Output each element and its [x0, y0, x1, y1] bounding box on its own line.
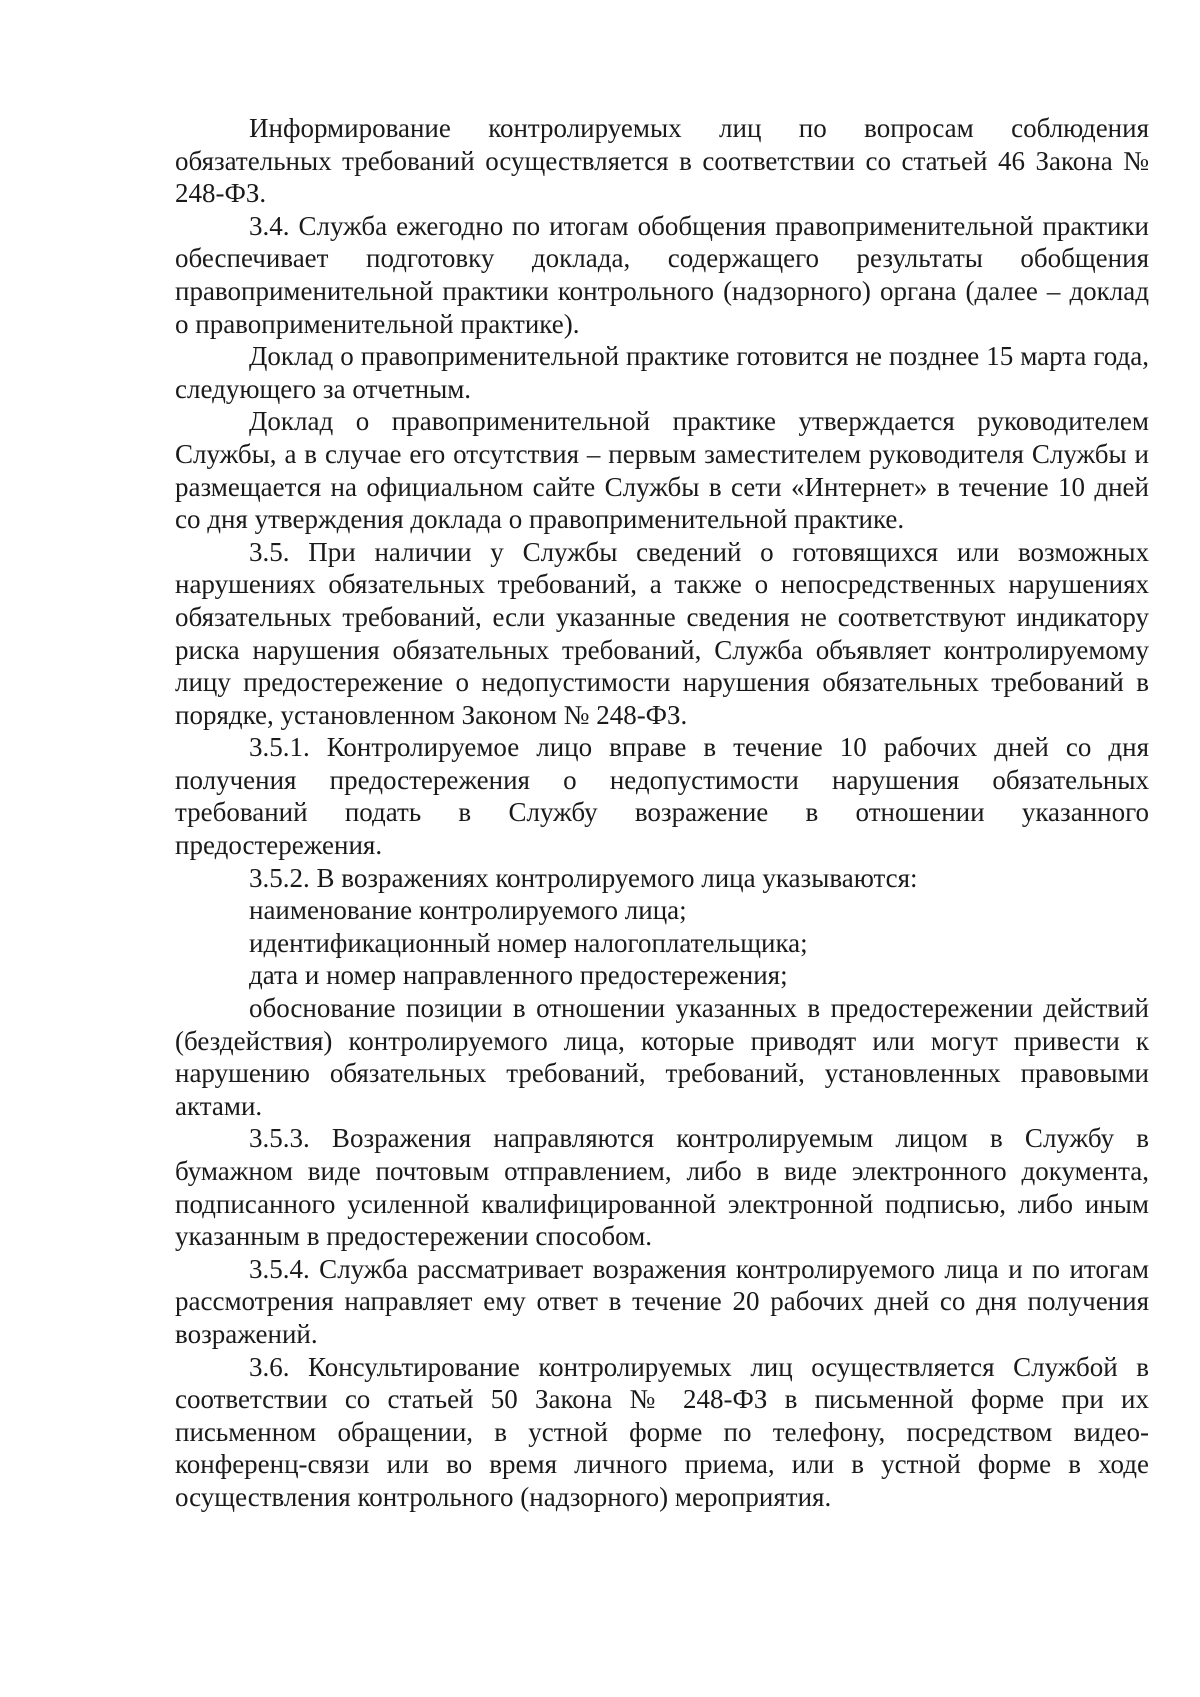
paragraph-3-4: 3.4. Служба ежегодно по итогам обобщения правоприменительной практики обеспечивает подготовку доклада, содержащего результаты обобщения правоприменительной практики контрольного (надзорного) органа (далее – доклад о правоприменительной практике).: [175, 210, 1149, 339]
paragraph-3-5: 3.5. При наличии у Службы сведений о готовящихся или возможных нарушениях обязательных требований, а также о непосредственных нарушениях обязательных требований, если указанные сведения не соответствуют индикатору риска нарушения обязательных требований, Служба объявляет контролируемому лицу предостережение о недопустимости нарушения обязательных требований в порядке, установленном Законом № 248-ФЗ.: [175, 536, 1149, 730]
paragraph-report-approval: Доклад о правоприменительной практике утверждается руководителем Службы, а в случае его отсутствия – первым заместителем руководителя Службы и размещается на официальном сайте Службы в сети «Интернет» в течение 10 дней со дня утверждения доклада о правоприменительной практике.: [175, 406, 1149, 535]
paragraph-3-5-4: 3.5.4. Служба рассматривает возражения контролируемого лица и по итогам рассмотрения направляет ему ответ в течение 20 рабочих дней со дня получения возражений.: [175, 1253, 1149, 1349]
document-body: [175, 112, 1149, 1514]
paragraph-3-6: 3.6. Консультирование контролируемых лиц осуществляется Службой в соответствии со статьей 50 Закона № 248-ФЗ в письменной форме при их письменном обращении, в устной форме по телефону, посредством видео-конференц-связи или во время личного приема, или в устной форме в ходе осуществления контрольного (надзорного) мероприятия.: [175, 1351, 1149, 1512]
list-item-inn: идентификационный номер налогоплательщика;: [249, 927, 808, 958]
paragraph-3-5-3: 3.5.3. Возражения направляются контролируемым лицом в Службу в бумажном виде почтовым отправлением, либо в виде электронного документа, подписанного усиленной квалифицированной электронной подписью, либо иным указанным в предостережении способом.: [175, 1123, 1149, 1252]
paragraph-3-5-2: 3.5.2. В возражениях контролируемого лица указываются:: [249, 862, 918, 893]
paragraph-3-5-1: 3.5.1. Контролируемое лицо вправе в течение 10 рабочих дней со дня получения предостережения о недопустимости нарушения обязательных требований подать в Службу возражение в отношении указанного предостережения.: [175, 732, 1149, 861]
list-item-justification: обоснование позиции в отношении указанных в предостережении действий (бездействия) контролируемого лица, которые приводят или могут привести к нарушению обязательных требований, требований, установленных правовыми актами.: [175, 993, 1149, 1121]
list-item-warning-date: дата и номер направленного предостережения;: [249, 960, 788, 991]
paragraph-informing: Информирование контролируемых лиц по вопросам соблюдения обязательных требований осуществляется в соответствии со статьей 46 Закона № 248-ФЗ.: [175, 113, 1149, 209]
paragraph-report-deadline: Доклад о правоприменительной практике готовится не позднее 15 марта года, следующего за отчетным.: [175, 341, 1149, 404]
list-item-name: наименование контролируемого лица;: [249, 895, 687, 926]
